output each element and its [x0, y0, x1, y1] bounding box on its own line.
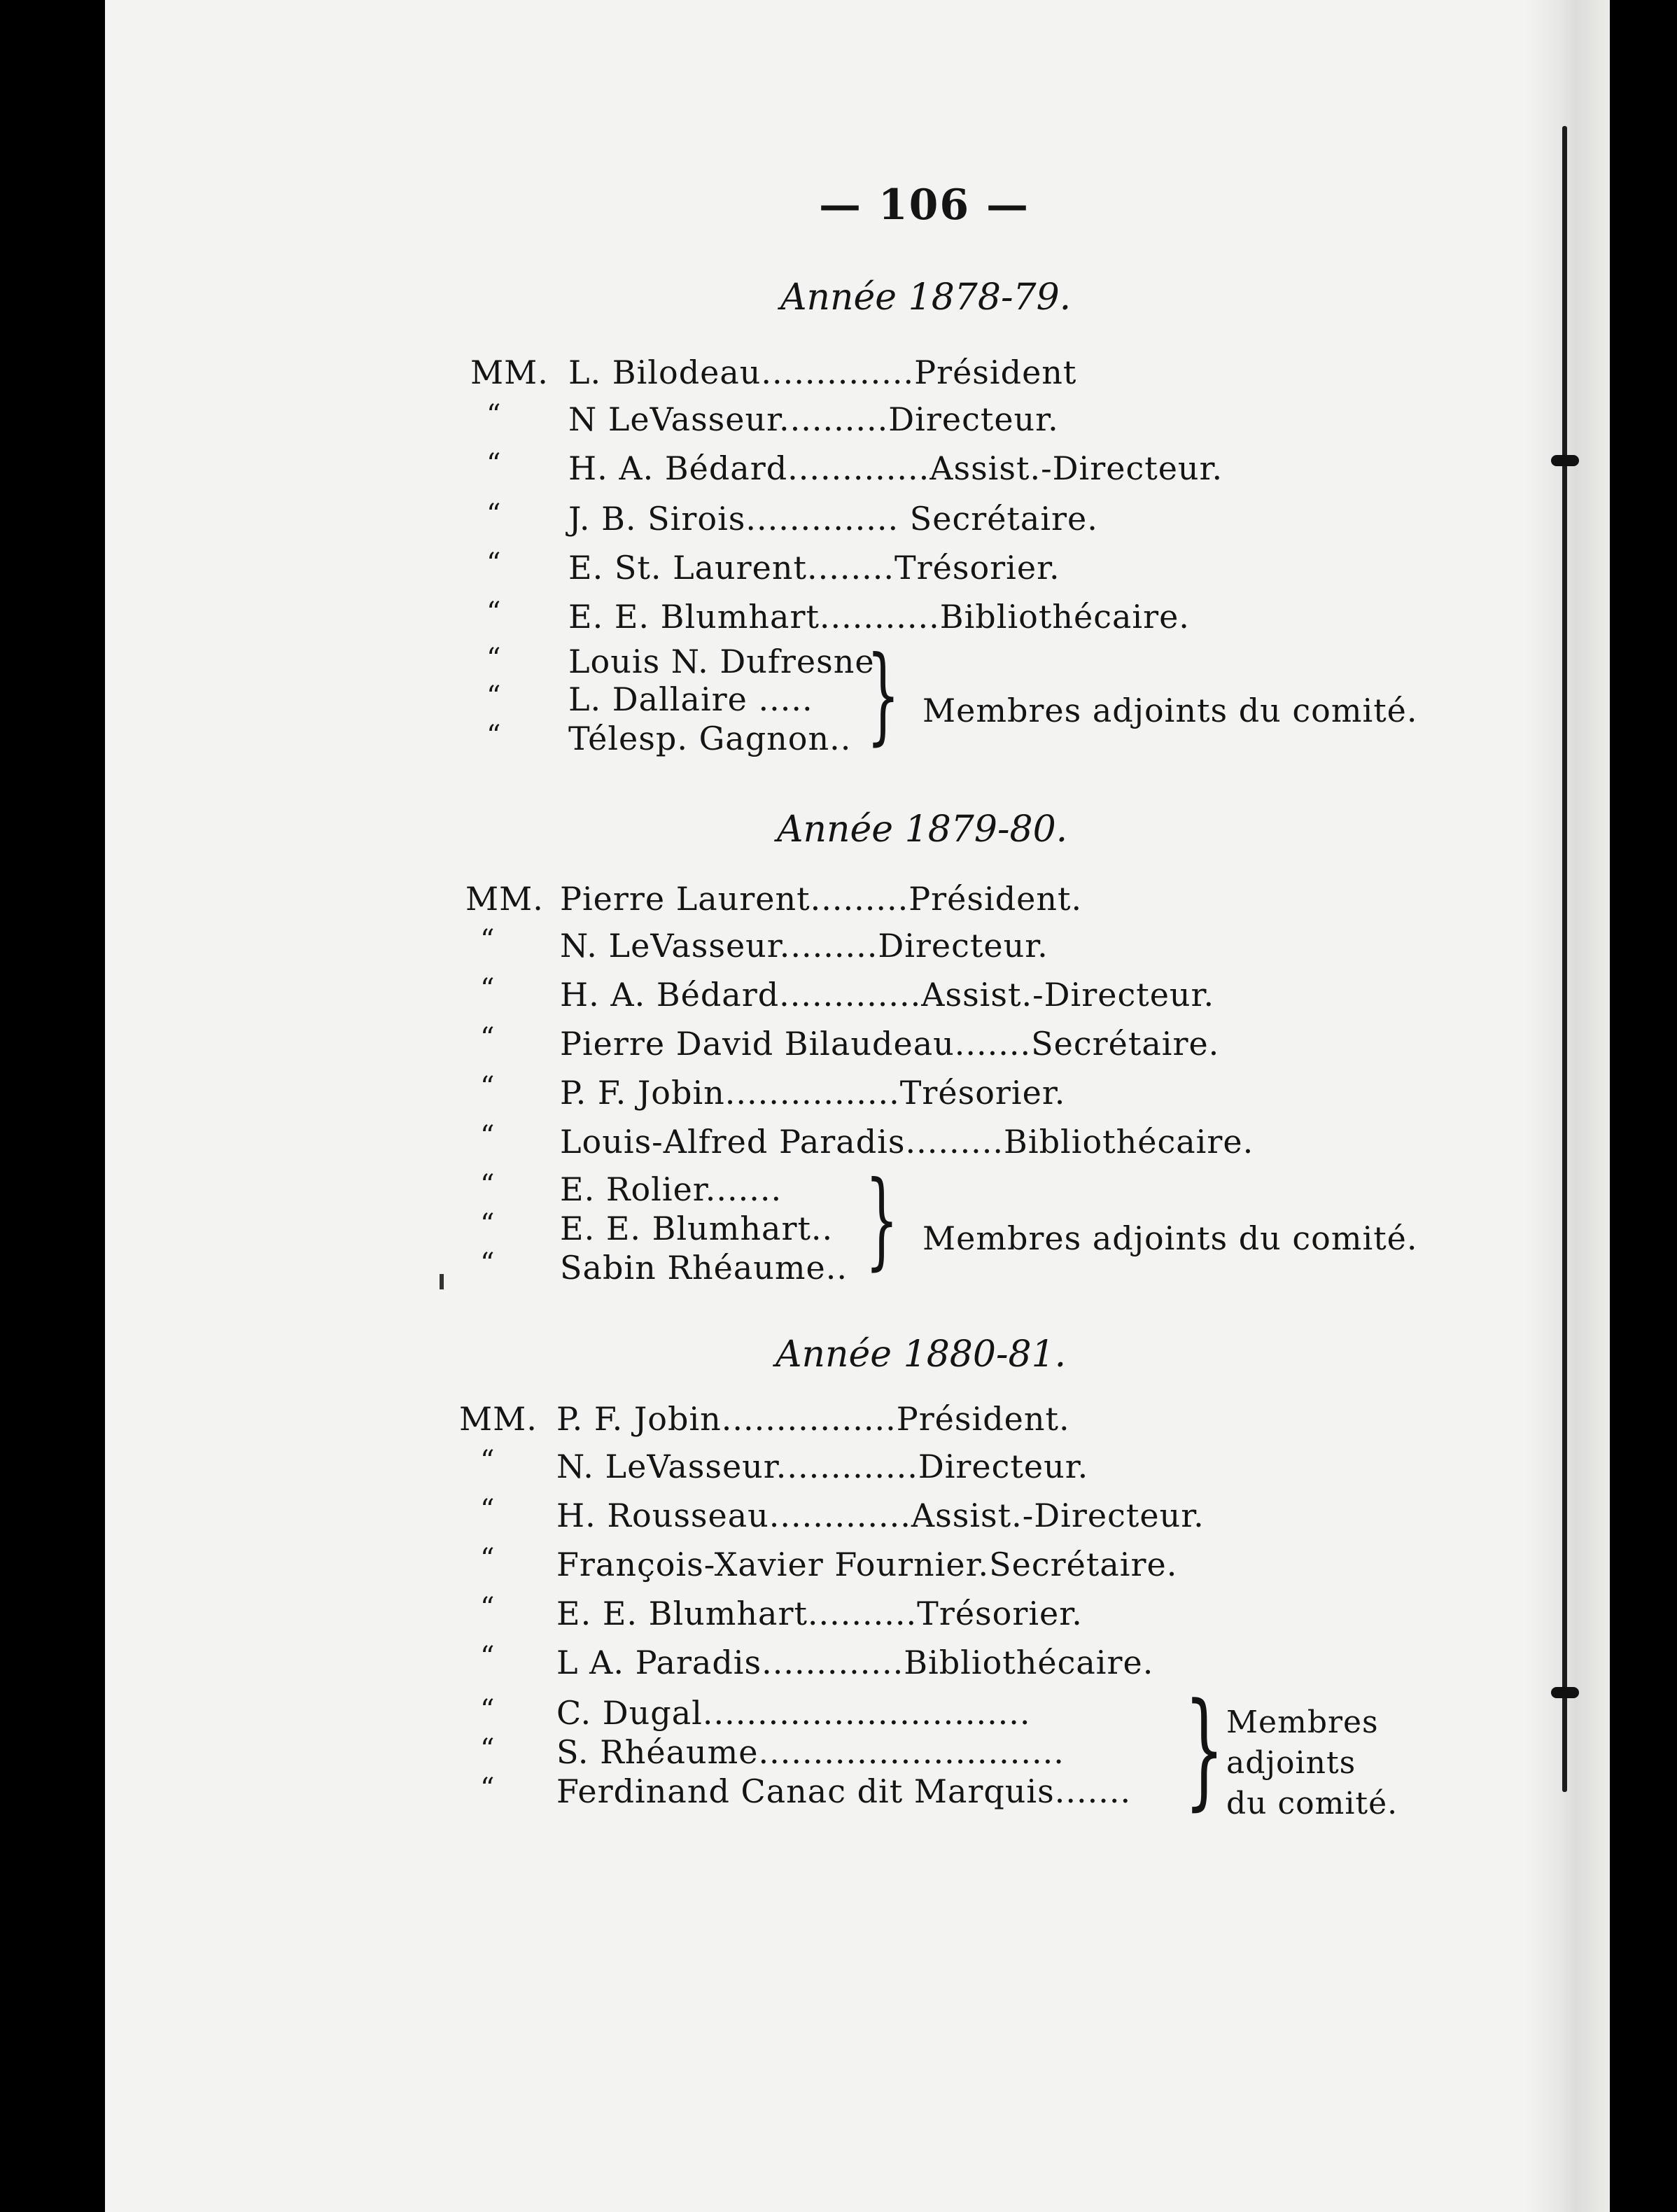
binding-thread: [1562, 126, 1567, 1792]
member-entry: Pierre Laurent.........Président.: [560, 880, 1083, 918]
committee-member: Ferdinand Canac dit Marquis.......: [556, 1772, 1132, 1810]
ditto-mark: “: [486, 720, 501, 752]
member-prefix: MM.: [465, 880, 544, 918]
ditto-mark: “: [486, 596, 501, 629]
ditto-mark: “: [480, 1445, 495, 1477]
page-number: — 106 —: [819, 181, 1030, 230]
committee-member: Louis N. Dufresne: [568, 643, 875, 680]
member-entry: François-Xavier Fournier.Secrétaire.: [556, 1546, 1178, 1583]
member-prefix: MM.: [459, 1400, 538, 1438]
member-entry: P. F. Jobin................Trésorier.: [560, 1074, 1066, 1112]
ditto-mark: “: [486, 498, 501, 531]
member-entry: E. St. Laurent........Trésorier.: [568, 549, 1060, 587]
committee-label-line: adjoints: [1226, 1745, 1356, 1781]
ditto-mark: “: [480, 1733, 495, 1765]
ditto-mark: “: [480, 924, 495, 956]
committee-label: [1226, 1702, 1398, 1824]
member-entry: L. Bilodeau..............Président: [568, 354, 1077, 391]
committee-member: Télesp. Gagnon..: [568, 720, 852, 757]
ditto-mark: “: [480, 1494, 495, 1526]
member-entry: N. LeVasseur.............Directeur.: [556, 1448, 1089, 1485]
scan-border: [1610, 0, 1677, 2212]
ditto-mark: “: [480, 1169, 495, 1201]
ditto-mark: “: [486, 680, 501, 713]
member-entry: E. E. Blumhart...........Bibliothécaire.: [568, 598, 1190, 636]
brace-icon: }: [865, 1159, 899, 1281]
member-entry: N LeVasseur..........Directeur.: [568, 400, 1059, 438]
member-entry: N. LeVasseur.........Directeur.: [560, 927, 1048, 965]
ditto-mark: “: [480, 1694, 495, 1726]
ditto-mark: “: [480, 1543, 495, 1575]
member-entry: J. B. Sirois.............. Secrétaire.: [568, 500, 1098, 538]
member-entry: Louis-Alfred Paradis.........Bibliothécaire.: [560, 1123, 1254, 1161]
ditto-mark: “: [480, 1592, 495, 1624]
member-entry: H. Rousseau.............Assist.-Directeur.: [556, 1497, 1205, 1534]
ditto-mark: “: [480, 1772, 495, 1805]
committee-member: S. Rhéaume............................: [556, 1733, 1065, 1771]
ditto-mark: “: [480, 1022, 495, 1054]
ditto-mark: “: [480, 1120, 495, 1152]
member-entry: H. A. Bédard.............Assist.-Directeur.: [560, 976, 1215, 1014]
ditto-mark: “: [480, 973, 495, 1005]
binding-stitch: [1551, 1687, 1579, 1698]
ditto-mark: “: [486, 547, 501, 580]
binding-stitch: [1551, 455, 1579, 466]
binding-edge: [1526, 0, 1610, 2212]
member-entry: Pierre David Bilaudeau.......Secrétaire.: [560, 1025, 1220, 1063]
committee-member: Sabin Rhéaume..: [560, 1249, 848, 1287]
year-heading: Année 1880-81.: [776, 1334, 1067, 1376]
committee-member: E. Rolier.......: [560, 1170, 783, 1208]
committee-member: L. Dallaire .....: [568, 680, 813, 718]
ditto-mark: “: [486, 399, 501, 431]
ditto-mark: “: [480, 1641, 495, 1673]
brace-icon: }: [866, 634, 900, 756]
ink-speck: [440, 1274, 444, 1289]
committee-member: E. E. Blumhart..: [560, 1210, 834, 1247]
year-heading: Année 1878-79.: [780, 276, 1072, 318]
brace-icon: }: [1184, 1676, 1225, 1823]
committee-label: Membres adjoints du comité.: [922, 1219, 1418, 1257]
committee-label: Membres adjoints du comité.: [922, 692, 1418, 729]
member-entry: L A. Paradis.............Bibliothécaire.: [556, 1644, 1154, 1681]
ditto-mark: “: [486, 448, 501, 480]
member-entry: P. F. Jobin................Président.: [556, 1400, 1070, 1438]
member-entry: H. A. Bédard.............Assist.-Directeur.: [568, 449, 1223, 487]
member-prefix: MM.: [470, 354, 549, 391]
ditto-mark: “: [480, 1208, 495, 1240]
committee-label-line: Membres: [1226, 1704, 1379, 1740]
ditto-mark: “: [480, 1247, 495, 1280]
member-entry: E. E. Blumhart..........Trésorier.: [556, 1595, 1083, 1632]
ditto-mark: “: [486, 643, 501, 675]
committee-label-line: du comité.: [1226, 1786, 1398, 1821]
ditto-mark: “: [480, 1071, 495, 1103]
committee-member: C. Dugal..............................: [556, 1694, 1031, 1732]
year-heading: Année 1879-80.: [777, 808, 1068, 850]
